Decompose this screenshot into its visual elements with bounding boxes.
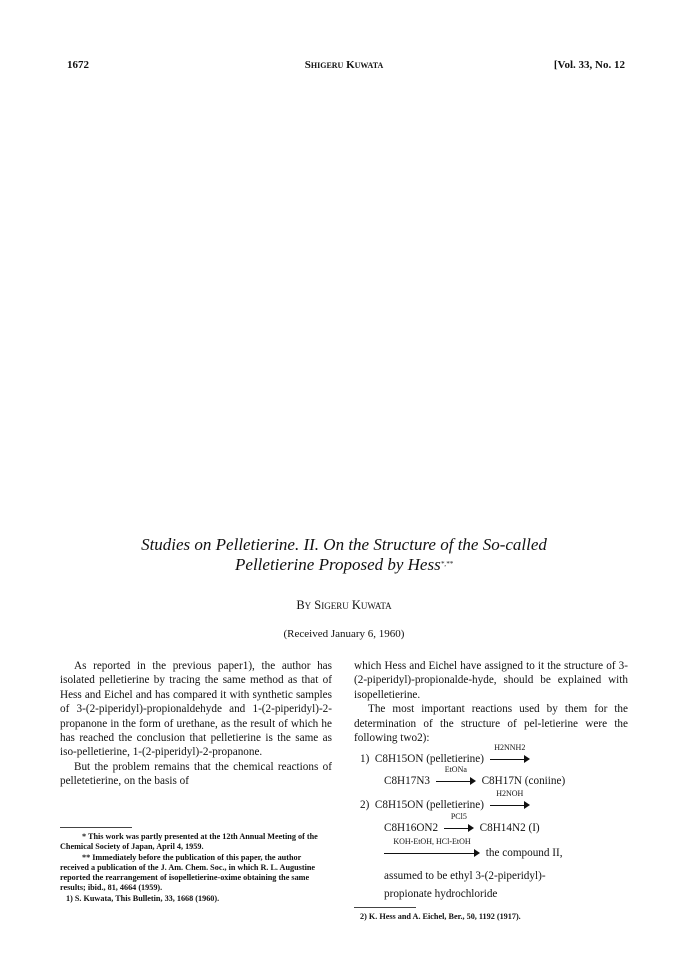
reaction-2-result: the compound II, [485,847,563,859]
reaction-arrow: PCl5 [444,823,474,833]
paragraph-hess-structure: which Hess and Eichel have assigned to it the structure of 3-(2-piperidyl)-propionalde-hyde, should be explained with isopelletierine. [354,660,628,701]
reaction-2-line-3 [384,837,563,859]
reaction-arrow: KOH-EtOH, HCl-EtOH [384,848,480,858]
right-column [354,659,628,745]
footnote-2: 2) K. Hess and A. Eichel, Ber., 50, 1192 (1917). [360,912,521,921]
reaction-2-note-2: propionate hydrochloride [384,888,498,900]
title-line-1: Studies on Pelletierine. II. On the Structure of the So-called [141,535,547,554]
title-line-2: Pelletierine Proposed by Hess*,** [235,555,453,574]
paragraph-reactions-intro: The most important reactions used by them for the determination of the structure of pel-letierine were the following two2): [354,703,628,745]
reaction-arrow: H2NOH [490,800,530,810]
footnote-divider [354,907,416,908]
reaction-1-start: C8H15ON (pelletierine) [374,753,484,765]
received-date: (Received January 6, 1960) [283,628,405,640]
left-column [60,659,332,789]
reaction-arrow: EtONa [436,776,476,786]
reaction-2-note-1: assumed to be ethyl 3-(2-piperidyl)- [384,870,546,882]
running-author: Shigeru Kuwata [304,59,384,71]
footnote-double-star: ** Immediately before the publication of this paper, the author received a publication of the J. Am. Chem. Soc., in which R. L. Augustine reported the rearrangement of isopelletierine-oxime obtaining the same results; ibid., 81, 4664 (1959). [60,852,316,893]
byline: By Sigeru Kuwata [296,598,392,612]
reaction-1-product: C8H17N (coniine) [481,775,566,787]
reaction-1-line-1 [360,743,533,765]
reaction-2-start: C8H15ON (pelletierine) [374,799,484,811]
reaction-2-intermediate: C8H16ON2 [384,822,439,834]
paragraph-intro: As reported in the previous paper1), the author has isolated pelletierine by tracing the same method as that of Hess and Eichel and has compared it with synthetic samples of 3-(2-piperidyl)-propionaldehyde and 1-(2-piperidyl)-2-propanone in the form of urethane, as the result of which he has reached the conclusion that pelletierine is the same as iso-pelletierine, 1-(2-piperidyl)-2-propanone. [60,660,332,759]
reaction-2-number: 2) [360,799,370,811]
footnote-divider [60,827,132,828]
reaction-2-line-2 [384,812,540,834]
left-footnotes [60,832,332,904]
volume-info: [Vol. 33, No. 12 [553,59,625,71]
paragraph-problem: But the problem remains that the chemical reactions of pelletetierine, on the basis of [60,760,332,788]
reaction-2-product: C8H14N2 (I) [479,822,540,834]
footnote-1: 1) S. Kuwata, This Bulletin, 33, 1668 (1960). [66,893,220,903]
reaction-1-number: 1) [360,753,370,765]
reaction-1-intermediate: C8H17N3 [384,775,430,787]
footnote-star: * This work was partly presented at the 12th Annual Meeting of the Chemical Society of Japan, April 4, 1959. [60,832,318,852]
article-title [0,535,688,575]
page-number: 1672 [67,59,89,71]
reaction-1-line-2 [384,765,566,787]
reaction-2-line-1 [360,789,533,811]
reaction-arrow: H2NNH2 [490,754,530,764]
title-footnote-marks: *,** [440,560,453,568]
